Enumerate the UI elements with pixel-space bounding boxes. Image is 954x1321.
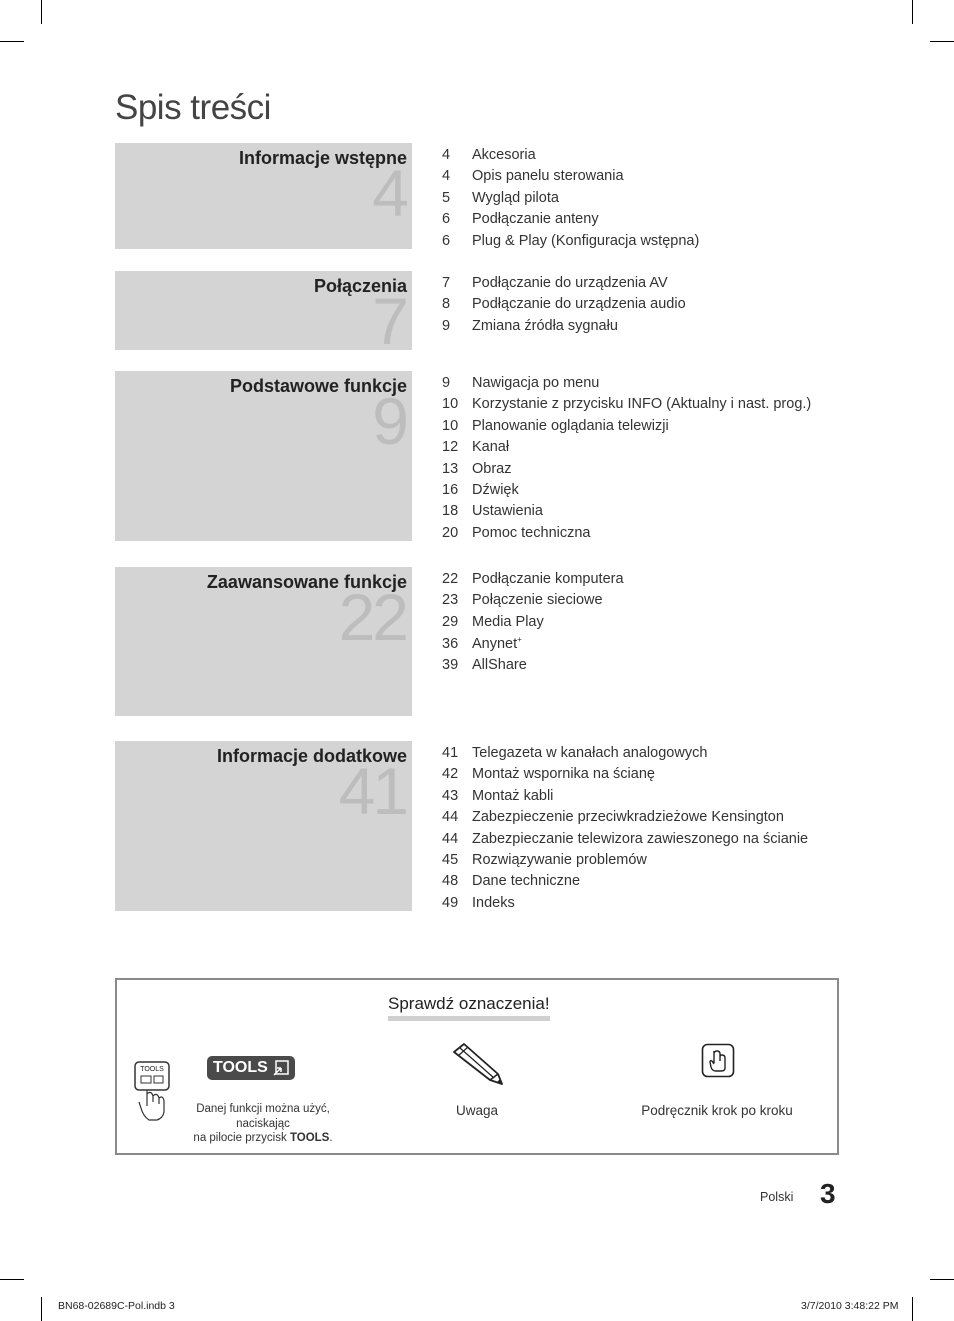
toc-entry[interactable]	[442, 503, 811, 524]
entry-page: 42	[442, 766, 459, 783]
toc-entry[interactable]	[442, 635, 624, 656]
toc-entry[interactable]	[442, 614, 624, 635]
toc-entry[interactable]	[442, 745, 808, 766]
entry-list	[442, 375, 811, 546]
toc-entry[interactable]	[442, 525, 811, 546]
toc-entry[interactable]	[442, 873, 808, 894]
entry-page: 4	[442, 168, 451, 185]
toc-entry[interactable]	[442, 318, 686, 339]
tools-corner-icon	[273, 1060, 289, 1076]
toc-entry[interactable]	[442, 375, 811, 396]
entry-text: Obraz	[472, 460, 512, 477]
footer-page-number: 3	[820, 1178, 836, 1209]
legend-box	[115, 978, 839, 1155]
toc-entry[interactable]	[442, 571, 624, 592]
entry-page: 22	[442, 571, 459, 587]
section-panel	[115, 371, 412, 541]
crop-mark	[930, 1279, 954, 1280]
toc-entry[interactable]	[442, 852, 808, 873]
entry-list	[442, 745, 808, 916]
entry-text: Opis panelu sterowania	[472, 168, 624, 185]
remote-tools-label: TOOLS	[140, 1066, 164, 1073]
entry-page: 8	[442, 296, 451, 313]
entry-text: Zabezpieczanie telewizora zawieszonego na ścianie	[472, 830, 809, 847]
remote-tools-icon	[133, 1060, 173, 1122]
entry-text: Indeks	[472, 894, 515, 911]
legend-title: Sprawdź oznaczenia!	[388, 994, 550, 1021]
entry-list	[442, 275, 686, 339]
entry-text-main: Anynet	[472, 636, 518, 652]
section-title[interactable]: Informacje wstępne	[238, 148, 407, 168]
toc-entry[interactable]	[442, 439, 811, 460]
entry-text: Połączenie sieciowe	[472, 592, 603, 609]
entry-text: Podłączanie do urządzenia AV	[472, 275, 668, 291]
section-title[interactable]: Połączenia	[313, 276, 407, 296]
entry-page: 36	[442, 636, 459, 652]
tools-caption-bold: TOOLS	[289, 1132, 330, 1144]
toc-entry[interactable]	[442, 296, 686, 317]
section-number: 7	[372, 284, 406, 350]
toc-entry[interactable]	[442, 657, 624, 678]
slug-file: BN68-02689C-Pol.indb 3	[58, 1300, 175, 1312]
crop-mark	[41, 0, 42, 24]
entry-list	[442, 147, 699, 254]
entry-text: Plug & Play (Konfiguracja wstępna)	[472, 232, 700, 249]
entry-text: Zabezpieczenie przeciwkradzieżowe Kensington	[472, 809, 784, 826]
guide-caption: Podręcznik krok po kroku	[641, 1103, 793, 1118]
toc-entry[interactable]	[442, 168, 699, 189]
tools-caption-end: .	[329, 1132, 333, 1144]
entry-text: Rozwiązywanie problemów	[472, 851, 647, 868]
toc-entry[interactable]	[442, 190, 699, 211]
slug-date: 3/7/2010 3:48:22 PM	[801, 1300, 899, 1312]
toc-entry[interactable]	[442, 482, 811, 503]
page-title: Spis treści	[115, 88, 271, 127]
section-panel	[115, 741, 412, 911]
section-number: 4	[372, 156, 406, 230]
section-panel	[115, 271, 412, 350]
entry-page: 9	[442, 375, 451, 391]
entry-page: 48	[442, 873, 459, 890]
toc-entry[interactable]	[442, 396, 811, 417]
entry-page: 39	[442, 656, 459, 673]
entry-text: Planowanie oglądania telewizji	[472, 417, 669, 434]
toc-entry[interactable]	[442, 895, 808, 916]
entry-text: Podłączanie do urządzenia audio	[472, 296, 686, 313]
tools-caption	[169, 1102, 357, 1146]
entry-page: 41	[442, 745, 459, 761]
tools-badge-label: TOOLS	[213, 1059, 268, 1076]
toc-entry[interactable]	[442, 418, 811, 439]
entry-page: 43	[442, 787, 459, 804]
entry-page: 44	[442, 809, 459, 826]
entry-text: Kanał	[472, 439, 510, 456]
entry-text: Podłączanie anteny	[472, 211, 599, 228]
entry-page: 44	[442, 830, 459, 847]
crop-mark	[912, 1297, 913, 1321]
section-number: 9	[372, 384, 406, 458]
section-panel	[115, 143, 412, 249]
entry-page: 7	[442, 275, 451, 291]
entry-text-sup: +	[517, 635, 522, 645]
entry-page: 10	[442, 396, 459, 413]
entry-page: 6	[442, 232, 451, 249]
entry-list	[442, 571, 624, 678]
toc-entry[interactable]	[442, 766, 808, 787]
entry-text: Nawigacja po menu	[472, 375, 600, 391]
entry-page: 5	[442, 189, 451, 206]
entry-page: 13	[442, 460, 459, 477]
entry-text: Montaż wspornika na ścianę	[472, 766, 655, 783]
section-title[interactable]: Informacje dodatkowe	[216, 746, 407, 766]
crop-mark	[0, 41, 24, 42]
section-panel	[115, 567, 412, 716]
entry-page: 12	[442, 439, 459, 456]
toc-entry[interactable]	[442, 831, 808, 852]
note-caption: Uwaga	[455, 1103, 499, 1118]
section-number: 41	[338, 754, 406, 828]
crop-mark	[0, 1279, 24, 1280]
entry-page: 29	[442, 613, 459, 630]
entry-page: 9	[442, 317, 451, 334]
tools-caption-line2: na pilocie przycisk	[193, 1132, 287, 1144]
entry-text: Montaż kabli	[472, 787, 554, 804]
toc-entry[interactable]	[442, 147, 699, 168]
entry-text: Ustawienia	[472, 503, 543, 520]
hand-icon	[701, 1043, 735, 1079]
tools-caption-line1: Danej funkcji można użyć, naciskając	[196, 1103, 330, 1130]
toc-entry[interactable]	[442, 211, 699, 232]
toc-entry[interactable]	[442, 461, 811, 482]
tools-badge-icon	[207, 1056, 295, 1080]
entry-page: 18	[442, 503, 459, 520]
entry-page: 49	[442, 894, 459, 911]
entry-text: Wygląd pilota	[472, 189, 559, 206]
toc-entry[interactable]	[442, 809, 808, 830]
entry-page: 45	[442, 851, 459, 868]
entry-page: 10	[442, 417, 459, 434]
entry-text: Korzystanie z przycisku INFO (Aktualny i nast. prog.)	[472, 396, 812, 413]
toc-entry[interactable]	[442, 592, 624, 613]
section-title[interactable]: Zaawansowane funkcje	[206, 572, 407, 592]
entry-text: Dźwięk	[472, 481, 519, 498]
entry-page: 4	[442, 147, 451, 163]
section-title[interactable]: Podstawowe funkcje	[229, 376, 407, 396]
entry-page: 6	[442, 211, 451, 228]
crop-mark	[912, 0, 913, 24]
footer-language: Polski	[760, 1190, 794, 1204]
entry-page: 16	[442, 481, 459, 498]
entry-text	[472, 636, 522, 652]
entry-page: 23	[442, 592, 459, 609]
entry-text: Pomoc techniczna	[472, 524, 591, 541]
section-number: 22	[338, 580, 406, 654]
toc-entry[interactable]	[442, 233, 699, 254]
entry-text: Dane techniczne	[472, 873, 581, 890]
entry-page: 20	[442, 524, 459, 541]
entry-text: Podłączanie komputera	[472, 571, 624, 587]
entry-text: AllShare	[472, 656, 527, 673]
entry-text: Telegazeta w kanałach analogowych	[472, 745, 708, 761]
pencil-icon	[450, 1042, 506, 1086]
entry-text: Zmiana źródła sygnału	[472, 317, 618, 334]
entry-text: Akcesoria	[472, 147, 536, 163]
crop-mark	[930, 41, 954, 42]
toc-entry[interactable]	[442, 275, 686, 296]
crop-mark	[41, 1297, 42, 1321]
toc-entry[interactable]	[442, 788, 808, 809]
entry-text: Media Play	[472, 613, 544, 630]
